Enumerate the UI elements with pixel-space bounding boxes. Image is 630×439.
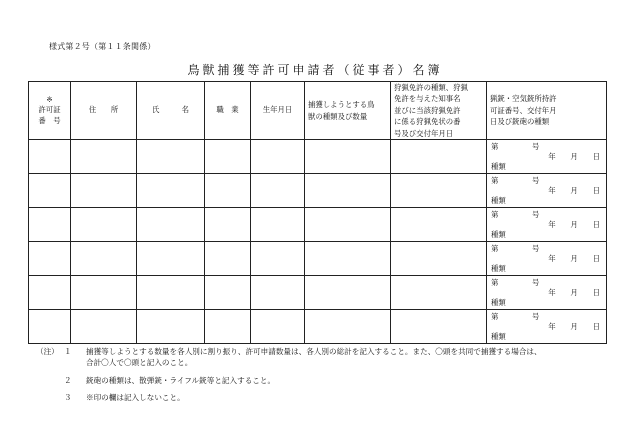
gun-permit-cell[interactable] [487, 242, 607, 276]
roster-row [29, 208, 607, 242]
mark-symbol: ※ [46, 94, 53, 104]
note-line: 銃砲の種類は、散弾銃・ライフル銃等と記入すること。 [86, 375, 276, 385]
col-name-label: 氏 名 [152, 105, 189, 115]
col-occupation [205, 82, 251, 140]
gun-permit-cell[interactable] [487, 276, 607, 310]
name-cell[interactable] [137, 242, 205, 276]
gun-permit-date: 年 月 日 [548, 152, 600, 162]
gun-permit-no-suffix: 号 [532, 278, 540, 288]
permit-number-cell[interactable] [29, 276, 71, 310]
roster-body [29, 140, 607, 344]
birthdate-cell[interactable] [251, 208, 305, 242]
col-birthdate-label: 生年月日 [262, 105, 293, 115]
gun-type-label: 種類 [491, 230, 506, 240]
col-birthdate [251, 82, 305, 140]
gun-type-label: 種類 [491, 196, 506, 206]
species-quantity-cell[interactable] [305, 140, 391, 174]
roster-row [29, 242, 607, 276]
occupation-cell[interactable] [205, 310, 251, 344]
name-cell[interactable] [137, 174, 205, 208]
species-quantity-cell[interactable] [305, 276, 391, 310]
name-cell[interactable] [137, 140, 205, 174]
occupation-cell[interactable] [205, 174, 251, 208]
gun-type-label: 種類 [491, 162, 506, 172]
gun-permit-cell[interactable] [487, 310, 607, 344]
address-cell[interactable] [71, 174, 137, 208]
gun-permit-date: 年 月 日 [548, 288, 600, 298]
hunting-license-cell[interactable] [391, 208, 487, 242]
birthdate-cell[interactable] [251, 310, 305, 344]
gun-permit-date: 年 月 日 [548, 186, 600, 196]
address-cell[interactable] [71, 242, 137, 276]
hunting-license-cell[interactable] [391, 140, 487, 174]
address-cell[interactable] [71, 140, 137, 174]
gun-permit-no-suffix: 号 [532, 210, 540, 220]
gun-permit-cell[interactable] [487, 208, 607, 242]
gun-permit-no-prefix: 第 [491, 312, 499, 322]
hunting-license-cell[interactable] [391, 276, 487, 310]
birthdate-cell[interactable] [251, 242, 305, 276]
occupation-cell[interactable] [205, 276, 251, 310]
note-item-1 [36, 346, 596, 369]
col-license-line4: に係る狩猟免状の番 [394, 117, 461, 127]
col-permit-number [29, 82, 71, 140]
col-address-label: 住 所 [88, 105, 119, 115]
col-license-line1: 狩猟免許の種類、狩猟 [394, 83, 468, 92]
species-quantity-cell[interactable] [305, 310, 391, 344]
gun-permit-date: 年 月 日 [548, 322, 600, 332]
notes-heading: （注） [36, 347, 59, 356]
occupation-cell[interactable] [205, 140, 251, 174]
note-item-3 [36, 392, 596, 403]
note-number: １ [64, 347, 72, 356]
gun-type-label: 種類 [491, 298, 506, 308]
roster-row [29, 276, 607, 310]
gun-permit-cell[interactable] [487, 140, 607, 174]
species-quantity-cell[interactable] [305, 174, 391, 208]
col-license-line2: 免許を与えた知事名 [394, 94, 461, 104]
gun-permit-no-prefix: 第 [491, 176, 499, 186]
permit-number-cell[interactable] [29, 310, 71, 344]
species-quantity-cell[interactable] [305, 242, 391, 276]
gun-permit-no-suffix: 号 [532, 176, 540, 186]
col-permit-number-label-2: 番 号 [38, 116, 61, 126]
gun-permit-no-suffix: 号 [532, 142, 540, 152]
note-text [86, 346, 596, 369]
birthdate-cell[interactable] [251, 174, 305, 208]
col-gun-line2: 可証番号、交付年月 [490, 105, 557, 115]
address-cell[interactable] [71, 310, 137, 344]
species-quantity-cell[interactable] [305, 208, 391, 242]
name-cell[interactable] [137, 208, 205, 242]
col-species-line2: 獣の種類及び数量 [308, 111, 368, 121]
gun-permit-no-prefix: 第 [491, 210, 499, 220]
permit-number-cell[interactable] [29, 174, 71, 208]
col-gun-permit [487, 82, 607, 140]
col-species-line1: 捕獲しようとする鳥 [308, 100, 375, 110]
col-species-quantity [305, 82, 391, 140]
gun-permit-no-prefix: 第 [491, 142, 499, 152]
note-line: 合計〇人で〇頭と記入のこと。 [86, 358, 193, 368]
col-occupation-label: 職 業 [216, 105, 239, 115]
col-gun-line1: 猟銃・空気銃所持許 [490, 94, 557, 104]
note-item-2 [36, 375, 596, 386]
notes [36, 346, 596, 404]
gun-permit-date: 年 月 日 [548, 254, 600, 264]
roster-row [29, 140, 607, 174]
col-permit-number-label: 許可証 [38, 105, 61, 115]
hunting-license-cell[interactable] [391, 242, 487, 276]
gun-permit-date: 年 月 日 [548, 220, 600, 230]
gun-permit-no-suffix: 号 [532, 312, 540, 322]
note-number: ３ [64, 393, 72, 403]
gun-type-label: 種類 [491, 264, 506, 274]
address-cell[interactable] [71, 208, 137, 242]
birthdate-cell[interactable] [251, 276, 305, 310]
occupation-cell[interactable] [205, 208, 251, 242]
note-line: 捕獲等しようとする数量を各人別に割り振り、許可申請数量は、各人別の総計を記入すること。また、〇頭を共同で捕獲する場合は、 [86, 347, 542, 356]
birthdate-cell[interactable] [251, 140, 305, 174]
note-line: ※印の欄は記入しないこと。 [86, 393, 185, 403]
form-number: 様式第２号（第１１条関係） [49, 42, 156, 51]
name-cell[interactable] [137, 310, 205, 344]
col-address [71, 82, 137, 140]
col-hunting-license [391, 82, 487, 140]
col-name [137, 82, 205, 140]
note-number: ２ [64, 375, 72, 385]
gun-permit-no-suffix: 号 [532, 244, 540, 254]
hunting-license-cell[interactable] [391, 174, 487, 208]
col-license-line3: 並びに当該狩猟免許 [394, 105, 461, 115]
address-cell[interactable] [71, 276, 137, 310]
name-cell[interactable] [137, 276, 205, 310]
gun-permit-no-prefix: 第 [491, 244, 499, 254]
gun-type-label: 種類 [491, 332, 506, 342]
page-title: 鳥獣捕獲等許可申請者（従事者）名簿 [187, 63, 443, 77]
col-gun-line3: 日及び銃砲の種類 [490, 117, 550, 127]
hunting-license-cell[interactable] [391, 310, 487, 344]
roster-row [29, 310, 607, 344]
permit-number-cell[interactable] [29, 208, 71, 242]
roster-row [29, 174, 607, 208]
permit-number-cell[interactable] [29, 140, 71, 174]
permit-number-cell[interactable] [29, 242, 71, 276]
occupation-cell[interactable] [205, 242, 251, 276]
header-row [29, 82, 607, 140]
gun-permit-no-prefix: 第 [491, 278, 499, 288]
gun-permit-cell[interactable] [487, 174, 607, 208]
col-license-line5: 号及び交付年月日 [394, 128, 454, 138]
roster-table [28, 81, 607, 344]
